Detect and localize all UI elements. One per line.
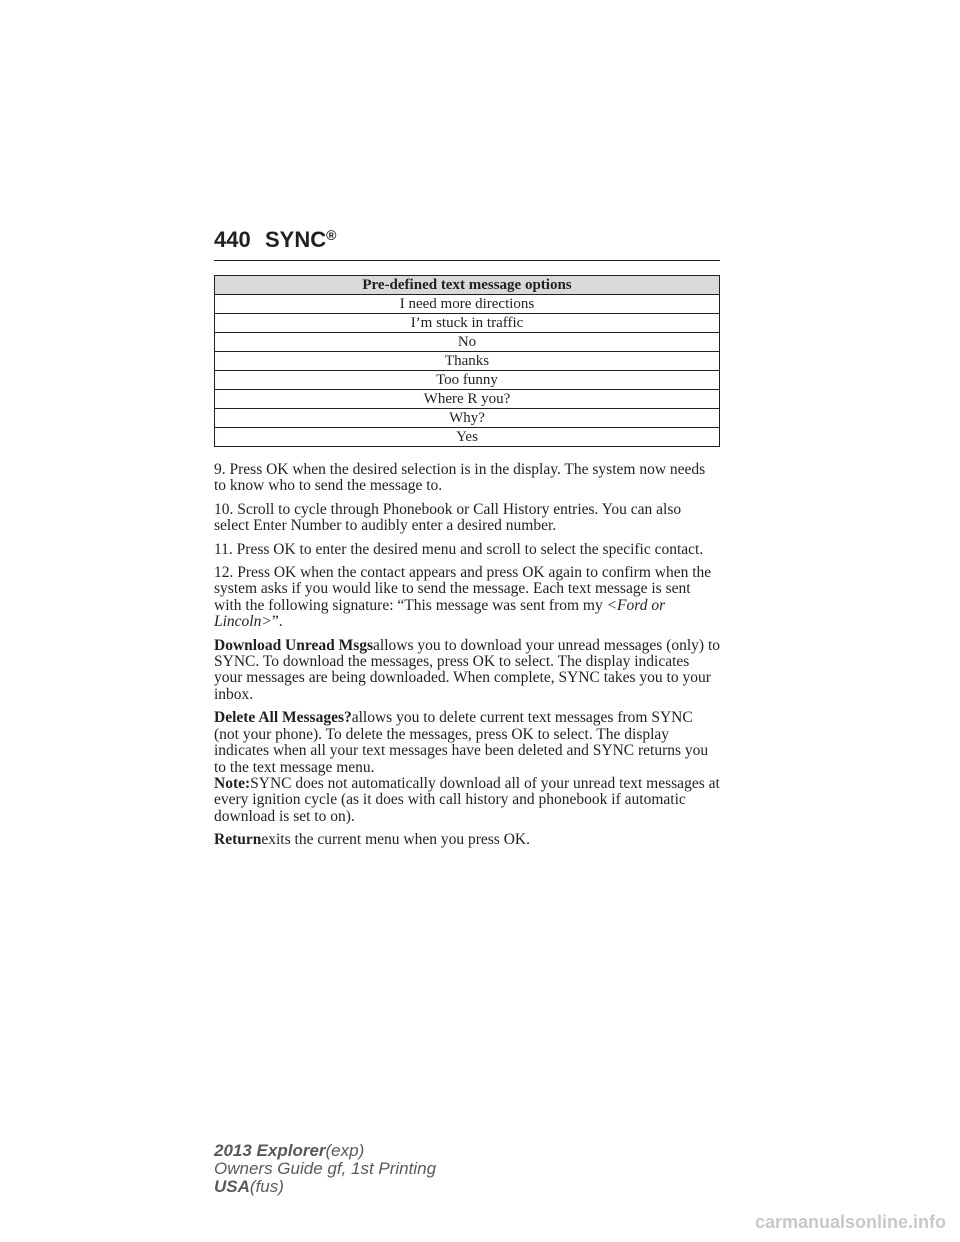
footer-model: 2013 Explorer (214, 1141, 326, 1160)
table-cell: Thanks (215, 352, 720, 371)
table-row (215, 371, 720, 390)
step-12 (214, 565, 720, 631)
return-term: Return (214, 831, 262, 849)
step-12-signature: <Ford or Lincoln> (214, 596, 666, 631)
table-cell: Where R you? (215, 390, 720, 409)
step-12-end: ”. (271, 613, 283, 631)
note-text: SYNC does not automatically download all of your unread text messages at every ignition cycle (as it does with call history and phonebook if automatic download is set to on). (214, 774, 720, 825)
table-row (215, 409, 720, 428)
table-cell: No (215, 333, 720, 352)
table-cell: I need more directions (215, 295, 720, 314)
note-paragraph (214, 776, 720, 825)
table-cell: Too funny (215, 371, 720, 390)
watermark: carmanualsonline.info (754, 1212, 946, 1232)
step-9: 9. Press OK when the desired selection is in the display. The system now needs to know who to send the message to. (214, 461, 706, 495)
download-unread-paragraph (214, 638, 720, 704)
text-message-options-table (214, 275, 720, 447)
download-unread-text: allows you to download your unread messages (only) to SYNC. To download the messages, press OK to select. The display indicates your messages are being downloaded. When complete, SYNC takes you to your inbox. (214, 636, 721, 703)
download-unread-term: Download Unread Msgs (214, 636, 374, 654)
table-row (215, 314, 720, 333)
page-footer (214, 1142, 436, 1196)
delete-all-term: Delete All Messages? (214, 709, 352, 727)
table-row (215, 352, 720, 371)
table-row (215, 390, 720, 409)
section-title (265, 227, 336, 253)
page-header (214, 224, 720, 261)
return-text: exits the current menu when you press OK. (261, 831, 530, 849)
table-header: Pre-defined text message options (215, 276, 720, 295)
footer-line-1 (214, 1142, 436, 1160)
body-text (214, 462, 720, 856)
table-row (215, 333, 720, 352)
footer-line-2: Owners Guide gf, 1st Printing (214, 1159, 437, 1178)
table-cell: Yes (215, 428, 720, 447)
table-row (215, 428, 720, 447)
page-number: 440 (214, 227, 251, 252)
table-cell: I’m stuck in traffic (215, 314, 720, 333)
delete-all-text: allows you to delete current text messages from SYNC (not your phone). To delete the messages, press OK to select. The display indicates when all your text messages have been deleted and SYNC returns you to the text message menu. (214, 709, 709, 776)
footer-line-3 (214, 1178, 436, 1196)
note-term: Note: (214, 774, 251, 792)
table-cell: Why? (215, 409, 720, 428)
footer-model-code: (exp) (325, 1141, 365, 1160)
step-10: 10. Scroll to cycle through Phonebook or Call History entries. You can also select Enter Number to audibly enter a desired number. (214, 500, 682, 535)
section-title-text: SYNC (265, 227, 327, 252)
delete-all-paragraph (214, 710, 720, 776)
step-12-text: 12. Press OK when the contact appears and press OK again to confirm when the system asks if you would like to send the message. Each text message is sent with the following signature: “This message was sent from my (214, 564, 712, 614)
return-paragraph (214, 832, 720, 848)
registered-mark: ® (326, 227, 337, 243)
step-11: 11. Press OK to enter the desired menu and scroll to select the specific contact. (214, 540, 704, 558)
table-row (215, 295, 720, 314)
table-header-row (215, 276, 720, 295)
footer-market-code: (fus) (249, 1177, 284, 1196)
footer-market: USA (214, 1177, 250, 1196)
